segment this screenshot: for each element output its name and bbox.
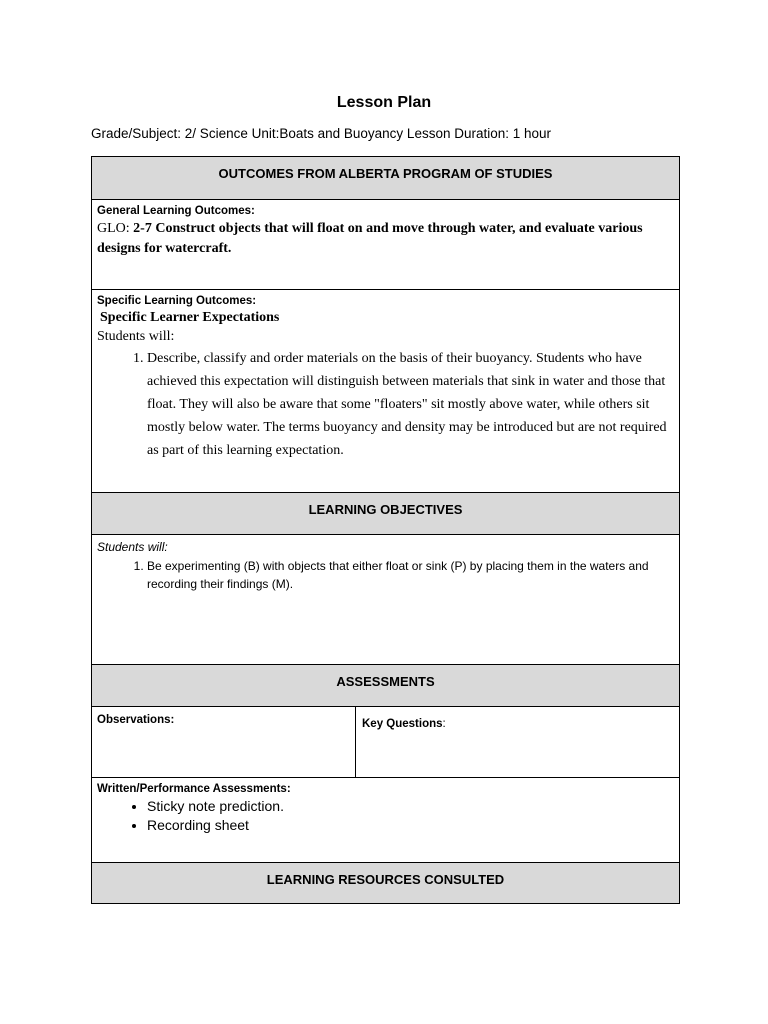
slo-label: Specific Learning Outcomes: <box>97 295 257 307</box>
glo-statement <box>97 219 674 259</box>
resources-header <box>92 863 680 904</box>
assessments-header-text: ASSESSMENTS <box>336 674 435 689</box>
outcomes-header-text: OUTCOMES FROM ALBERTA PROGRAM OF STUDIES <box>218 166 553 181</box>
assessments-header-row <box>92 665 680 707</box>
resources-header-text: LEARNING RESOURCES CONSULTED <box>266 872 505 887</box>
slo-cell <box>92 290 680 493</box>
glo-text: 2-7 Construct objects that will float on and move through water, and evaluate various designs for watercraft. <box>97 221 643 256</box>
assessments-header <box>92 665 680 707</box>
glo-row <box>92 200 680 290</box>
observations-row <box>92 707 680 778</box>
objectives-header <box>92 493 680 535</box>
glo-cell <box>92 200 680 290</box>
lesson-plan-table <box>91 156 680 904</box>
sle-students-will: Students will: <box>97 329 175 344</box>
list-item: • Sticky note prediction. <box>147 797 674 816</box>
key-questions-colon: : <box>442 718 446 730</box>
list-item: 1. Be experimenting (B) with objects that either float or sink (P) by placing them in the waters and recording their findings (M). <box>147 557 674 593</box>
outcomes-header <box>92 157 680 200</box>
written-list <box>97 797 674 835</box>
slo-row <box>92 290 680 493</box>
list-item: 1. Describe, classify and order materials on the basis of their buoyancy. Students who have achieved this expectation will distinguish between materials that sink in water and those that float. They will also be aware that some "floaters" sit mostly above water, while others sit mostly below water. The terms buoyancy and density may be introduced but are not required as part of this learning expectation. <box>147 347 674 462</box>
written-label: Written/Performance Assessments: <box>97 783 291 795</box>
objectives-list <box>97 557 674 593</box>
objectives-row <box>92 535 680 665</box>
sle-list <box>97 347 674 462</box>
written-row <box>92 778 680 863</box>
glo-prefix: GLO: <box>97 221 134 236</box>
written-cell <box>92 778 680 863</box>
glo-label: General Learning Outcomes: <box>97 205 255 217</box>
page-title: Lesson Plan <box>336 94 432 111</box>
resources-header-row <box>92 863 680 904</box>
objectives-header-text: LEARNING OBJECTIVES <box>308 502 463 517</box>
observations-cell <box>92 707 356 778</box>
key-questions-label <box>362 718 446 730</box>
observations-label: Observations: <box>97 714 175 726</box>
key-questions-cell <box>356 707 680 778</box>
objectives-header-row <box>92 493 680 535</box>
key-questions-label-text: Key Questions <box>362 718 443 730</box>
objectives-cell <box>92 535 680 665</box>
outcomes-header-row <box>92 157 680 200</box>
list-item: • Recording sheet <box>147 816 674 835</box>
lesson-info: Grade/Subject: 2/ Science Unit:Boats and Buoyancy Lesson Duration: 1 hour <box>91 126 552 141</box>
objectives-students-will: Students will: <box>97 540 168 554</box>
sle-title: Specific Learner Expectations <box>100 310 280 325</box>
